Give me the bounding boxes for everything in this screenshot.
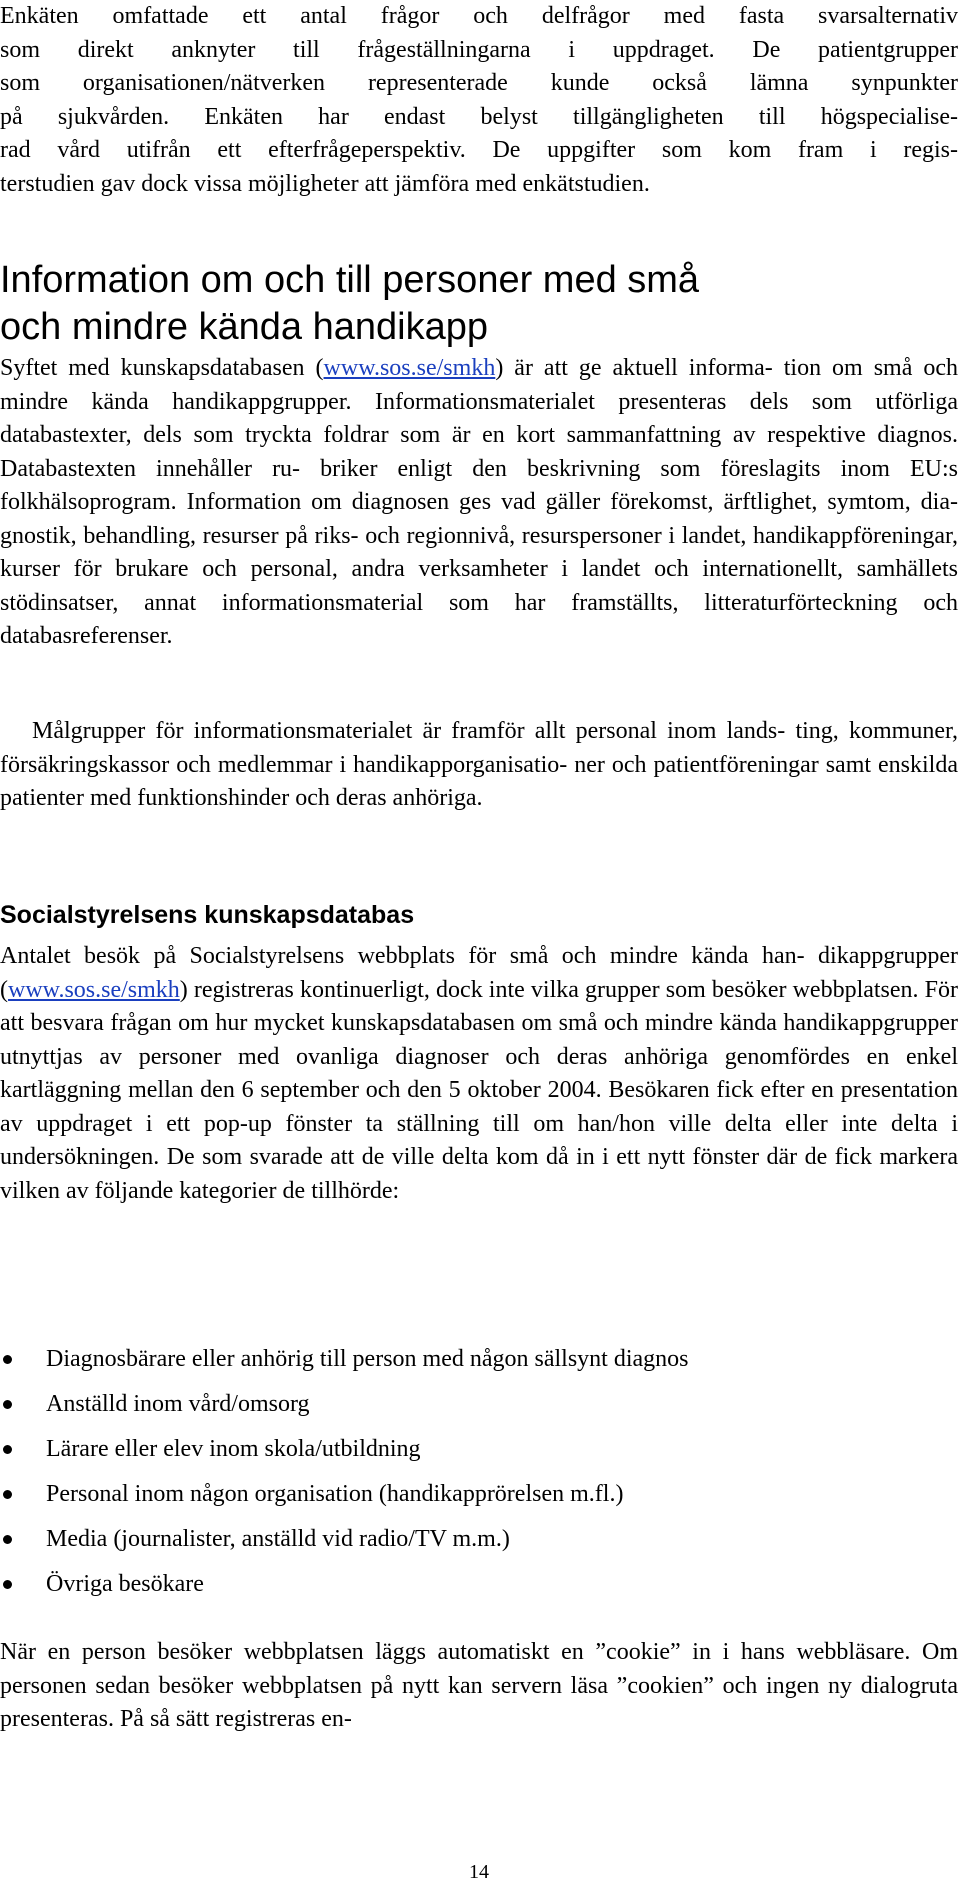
section-heading-line: och mindre kända handikapp bbox=[0, 306, 489, 348]
kunskap-paragraph-prefix: Antalet besök på Socialstyrelsens webbplats för små och mindre kända han- dikappgrupper ( bbox=[0, 943, 958, 1003]
cookie-paragraph: När en person besöker webbplatsen läggs automatiskt en ”cookie” in i hans webbläsare. Om personen sedan besöker webbplatsen på nytt kan servern läsa ”cookien” och ingen ny dialogruta presenteras. På så sätt registreras en- bbox=[0, 1639, 958, 1732]
intro-line: på sjukvården. Enkäten har endast belyst tillgängligheten till högspecialise- bbox=[0, 103, 958, 130]
kunskap-paragraph bbox=[0, 940, 958, 1208]
bullet-icon bbox=[3, 1535, 12, 1544]
intro-line: rad vård utifrån ett efterfrågeperspektiv. De uppgifter som kom fram i regis- bbox=[0, 137, 958, 163]
info-paragraph-target-groups: Målgrupper för informationsmaterialet är framför allt personal inom lands- ting, kommuner, försäkringskassor och medlemmar i handikapporganisatio- ner och patientföreningar samt enskilda patienter med funktionshinder och deras anhöriga. bbox=[0, 718, 958, 811]
kunskap-paragraph-suffix: ) registreras kontinuerligt, dock inte vilka grupper som besöker webbplatsen. För att besvara frågan om hur mycket kunskapsdatabasen om små och mindre kända handikappgrupper utnyttjas av personer med ovanliga diagnoser och deras anhöriga genomfördes en enkel kartläggning mellan den 6 september och den 5 oktober 2004. Besökaren fick efter en presentation av uppdraget i ett pop-up fönster ta ställning till om han/hon ville delta eller inte delta i undersökningen. De som svarade att de ville delta kom då in i ett nytt fönster där de fick markera vilken av följande kategorier de tillhörde: bbox=[0, 976, 958, 1204]
list-item bbox=[0, 1517, 958, 1562]
bullet-icon bbox=[3, 1445, 12, 1454]
section-heading-line: Information om och till personer med små bbox=[0, 259, 700, 301]
bullet-icon bbox=[3, 1400, 12, 1409]
list-item-text: Personal inom någon organisation (handikapprörelsen m.fl.) bbox=[46, 1481, 624, 1507]
intro-paragraph bbox=[0, 0, 958, 201]
list-item-text: Anställd inom vård/omsorg bbox=[46, 1391, 310, 1417]
info-paragraph-purpose bbox=[0, 352, 958, 654]
bullet-icon bbox=[3, 1355, 12, 1364]
list-item bbox=[0, 1472, 958, 1517]
list-item-text: Lärare eller elev inom skola/utbildning bbox=[46, 1436, 421, 1462]
intro-line: Enkäten omfattade ett antal frågor och delfrågor med fasta svarsalternativ bbox=[0, 3, 958, 29]
intro-line: som direkt anknyter till frågeställningarna i uppdraget. De patientgrupper bbox=[0, 36, 958, 63]
section-heading-kunskapsdatabas: Socialstyrelsens kunskapsdatabas bbox=[0, 901, 415, 929]
list-item bbox=[0, 1382, 958, 1427]
smkh-link[interactable]: www.sos.se/smkh bbox=[323, 355, 496, 381]
list-item-text: Media (journalister, anställd vid radio/TV m.m.) bbox=[46, 1526, 510, 1552]
info-paragraph-prefix: Syftet med kunskapsdatabasen ( bbox=[0, 355, 324, 381]
list-item-text: Övriga besökare bbox=[46, 1571, 204, 1597]
intro-line: som organisationen/nätverken representerade kunde också lämna synpunkter bbox=[0, 70, 958, 96]
section-heading-information bbox=[0, 257, 958, 351]
bullet-icon bbox=[3, 1490, 12, 1499]
intro-line: terstudien gav dock vissa möjligheter att jämföra med enkätstudien. bbox=[0, 170, 650, 197]
bullet-icon bbox=[3, 1580, 12, 1589]
list-item-text: Diagnosbärare eller anhörig till person med någon sällsynt diagnos bbox=[46, 1346, 689, 1372]
info-paragraph-suffix: ) är att ge aktuell informa- tion om små och mindre kända handikappgrupper. Informationsmaterialet presenteras dels som utförliga databastexter, dels som tryckta foldrar som är en kort sammanfattning av respektive diagnos. Databastexten innehåller ru- briker enligt den beskrivning som föreslagits inom EU:s folkhälsoprogram. Information om diagnosen ges vad gäller förekomst, ärftlighet, symtom, dia- gnostik, behandling, resurser på riks- och regionnivå, resurspersoner i landet, handikappföreningar, kurser för brukare och personal, andra verksamheter i landet och internationellt, samhällets stödinsatser, annat informationsmaterial som har framställts, litteraturförteckning och databasreferenser. bbox=[0, 355, 958, 649]
visitor-category-list bbox=[0, 1337, 958, 1607]
list-item bbox=[0, 1427, 958, 1472]
smkh-link[interactable]: www.sos.se/smkh bbox=[8, 976, 180, 1003]
list-item bbox=[0, 1562, 958, 1607]
list-item bbox=[0, 1337, 958, 1382]
page-number: 14 bbox=[469, 1861, 489, 1883]
